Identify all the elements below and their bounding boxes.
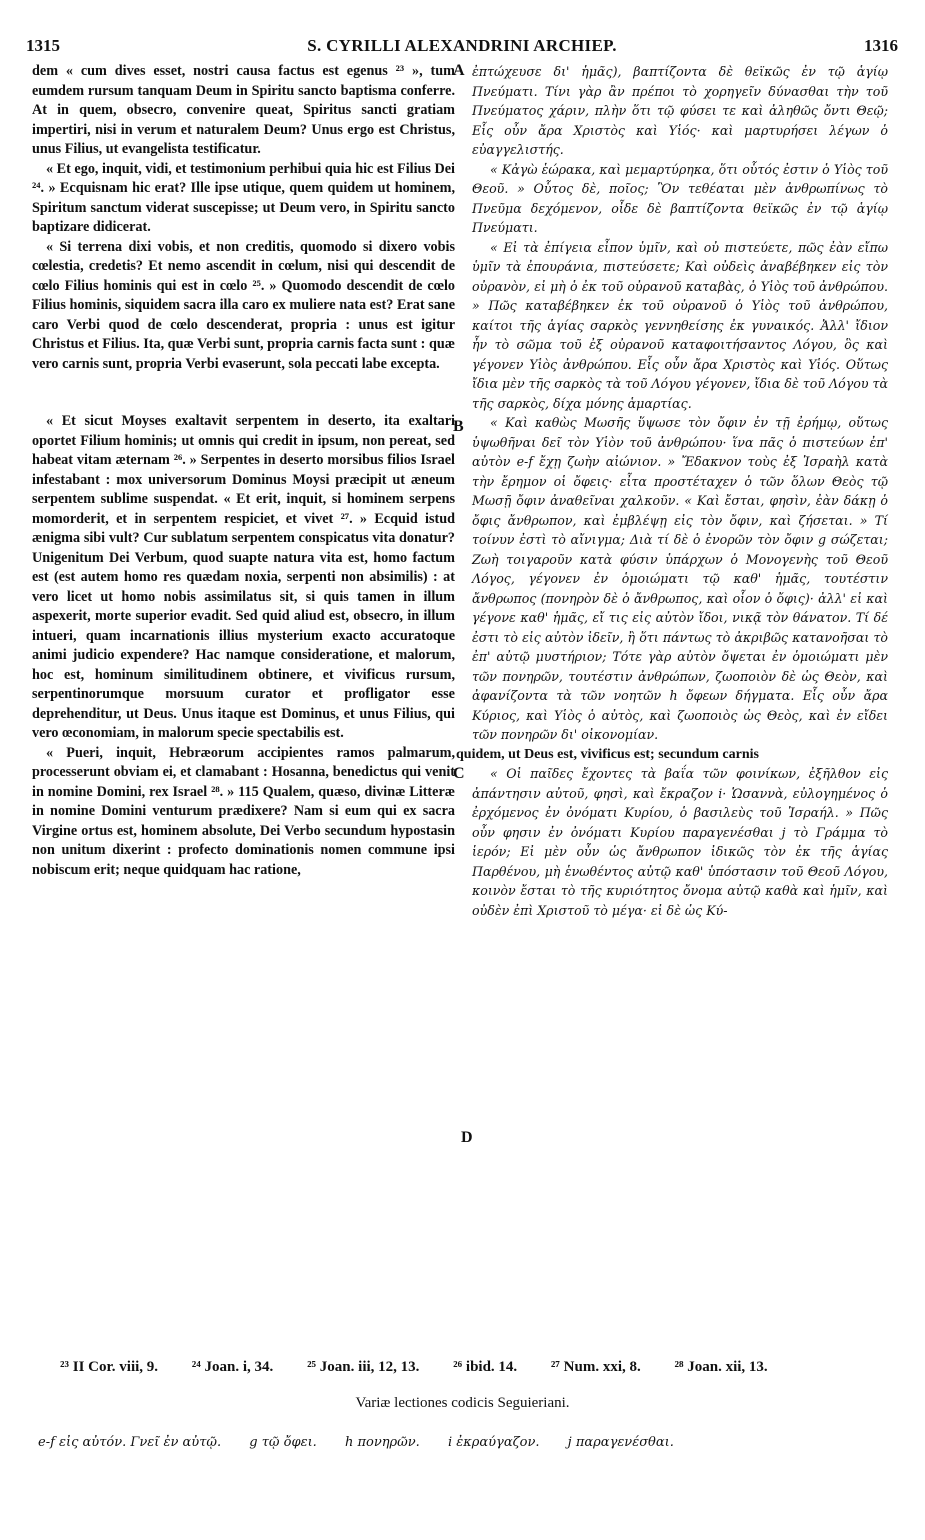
variant-reading: j παραγενέσθαι.	[567, 1435, 674, 1450]
footnote: ²⁵ Joan. iii, 12, 13.	[307, 1359, 420, 1375]
variant-reading: e-f εἰς αὐτόν. Γνεῖ ἐν αὐτῷ.	[38, 1435, 222, 1450]
latin-continuation-line: quidem, ut Deus est, vivificus est; secundum carnis	[456, 746, 759, 762]
variant-reading: i ἐκραύγαζον.	[447, 1435, 540, 1450]
variae-list	[38, 1435, 898, 1450]
variant-reading: h πονηρῶν.	[344, 1435, 420, 1450]
latin-paragraph: « Et ego, inquit, vidi, et testimonium perhibui quia hic est Filius Dei ²⁴. » Ecquisnam hic erat? Ille ipse utique, quem quidem ut hominem, Spiritum sanctum viderat suscepisse; ut Deum vero, in Spiritu sancto baptizare didicerat.	[32, 160, 455, 235]
footnote: ²³ II Cor. viii, 9.	[60, 1359, 159, 1375]
latin-paragraph: « Pueri, inquit, Hebræorum accipientes ramos palmarum, processerunt obviam ei, et clamabant : Hosanna, benedictus qui venit in nomine Domini, rex Israel ²⁸. » 115 Qualem, quæso, divinæ Litteræ in nomine Domini venturum prædixere? Nam si eum qui ex sacra Virgine ortus est, hominem absolute, Dei Verbo secundum hypostasin non unitum dixerint : profecto dominationis nomen commune ipsi nobiscum erit; neque quidquam hac ratione,	[32, 744, 455, 878]
page-number-left: 1315	[26, 36, 60, 55]
margin-mark-a: A	[453, 62, 465, 79]
paragraph-gap	[32, 374, 455, 412]
latin-column	[32, 62, 455, 880]
greek-column	[456, 62, 888, 920]
running-title: S. CYRILLI ALEXANDRINI ARCHIEP.	[307, 36, 617, 55]
latin-paragraph: dem « cum dives esset, nostri causa factus est egenus ²³ », tum eumdem rursum tanquam Deum in Spiritu sancto baptisma conferre. At in quem, obsecro, convenire queat, Spiritus sancti gratiam impertiri, nisi in verum et naturalem Deum? Unus ergo est Christus, unus Filius, ut evangelista testificatur.	[32, 63, 455, 157]
page-header	[26, 36, 898, 58]
latin-paragraph: « Et sicut Moyses exaltavit serpentem in deserto, ita exaltari oportet Filium hominis; ut omnis qui credit in ipsum, non pereat, sed habeat vitam æternam ²⁶. » Serpentes in deserto morsibus filios Israel infestabant : mox universorum Dominus Moysi præcipit ut æneum serpentem sublime suspendat. « Et erit, inquit, si hominem serpens momorderit, et in serpentem respiciet, et vivet ²⁷. » Ecquid istud ænigma sibi vult? Cur sublatum serpentem conspicatus vita donatur? Unigenitum Dei Verbum, quod suapte natura vita est, homo factum est (est autem homo res quædam noxia, serpenti non absimilis) : at vero licet ut homo nobis assimilatus sit, si quis tamen in illum aspexerit, morte superior evadit. Sed quid aliud est, obsecro, in illum intueri, quam incarnationis illius mysterium exacto accuratoque animi judicio expendere? Hac namque consideratione, et malorum, hoc est, hominum similitudinem obtinere, et vivificus rursum, serpentinorumque morsuum curator et profligator esse deprehenditur, ut Deus. Unus itaque est Dominus, et unus Filius, qui vero œconomiam, in malorum specie spectabilis est.	[32, 413, 455, 741]
margin-mark-b: B	[453, 418, 464, 435]
variant-reading: g τῷ ὄφει.	[249, 1435, 317, 1450]
margin-mark-d: D	[461, 1129, 473, 1146]
margin-mark-c: C	[453, 765, 465, 782]
greek-paragraph: ἐπτώχευσε δι' ἡμᾶς), βαπτίζοντα δὲ θεϊκῶς ἐν τῷ ἁγίῳ Πνεύματι. Τίνι γὰρ ἂν πρέποι τὸ χορηγεῖν δύνασθαι τὴν τοῦ Πνεύματος χάριν, πλὴν ὅτι τῷ φύσει τε καὶ ἀληθῶς ὄντι Θεῷ; Εἷς οὖν ἄρα Χριστὸς καὶ Υἱός· καὶ μαρτυρήσει λέγων ὁ εὐαγγελιστής.	[472, 64, 888, 157]
greek-paragraph: « Εἰ τὰ ἐπίγεια εἶπον ὑμῖν, καὶ οὐ πιστεύετε, πῶς ἐὰν εἴπω ὑμῖν τὰ ἐπουράνια, πιστεύσετε; Καὶ οὐδεὶς ἀναβέβηκεν εἰς τὸν οὐρανὸν, εἰ μὴ ὁ ἐκ τοῦ οὐρανοῦ καταβὰς, ὁ Υἱὸς τοῦ ἀνθρώπου. » Πῶς καταβέβηκεν ἐκ τοῦ οὐρανοῦ ὁ Υἱὸς τοῦ ἀνθρώπου, καίτοι τῆς ἁγίας σαρκὸς γεννηθείσης ἐκ γυναικός. Ἀλλ' ἴδιον ἦν τὸ σῶμα τοῦ ἐξ οὐρανοῦ καταφοιτήσαντος Λόγου, ὃς καὶ γέγονεν Υἱὸς ἀνθρώπου. Εἷς οὖν ἄρα Χριστὸς καὶ Υἱός. Οὕτως ἴδια μὲν τῆς σαρκὸς τὰ τοῦ Λόγου γέγονεν, ἴδια δὲ τοῦ Λόγου τὰ τῆς σαρκὸς, δίχα μόνης ἁμαρτίας.	[472, 239, 888, 411]
footnote: ²⁸ Joan. xii, 13.	[674, 1359, 768, 1375]
page-number-right: 1316	[864, 36, 898, 55]
footnotes	[60, 1359, 890, 1376]
greek-paragraph: « Κἀγὼ ἑώρακα, καὶ μεμαρτύρηκα, ὅτι οὗτός ἐστιν ὁ Υἱὸς τοῦ Θεοῦ. » Οὗτος δὲ, ποῖος; Ὃν τεθέαται μὲν ἀνθρωπίνως τὸ Πνεῦμα δεχόμενον, οἶδε δὲ βαπτίζοντα θεϊκῶς ἐν τῷ ἁγίῳ Πνεύματι.	[472, 161, 888, 235]
footnote: ²⁷ Num. xxi, 8.	[550, 1359, 641, 1375]
variae-title: Variæ lectiones codicis Seguieriani.	[355, 1395, 570, 1411]
latin-paragraph: « Si terrena dixi vobis, et non creditis, quomodo si dixero vobis cœlestia, credetis? Et nemo ascendit in cœlum, nisi qui descendit de cœlo Filius hominis qui est in cœlo ²⁵. » Quomodo descendit de cœlo Filius hominis, siquidem sacra illa caro ex muliere nata est? Erat sane caro Verbi quod de cœlo descenderat, propria : unus est igitur Christus et Filius. Ita, quæ Verbi sunt, propria carnis facta sunt : quæ vero carnis sunt, propria Verbi evaserunt, sola peccati labe excepta.	[32, 238, 455, 372]
greek-paragraph: « Καὶ καθὼς Μωσῆς ὕψωσε τὸν ὄφιν ἐν τῇ ἐρήμῳ, οὕτως ὑψωθῆναι δεῖ τὸν Υἱὸν τοῦ ἀνθρώπου· ἵνα πᾶς ὁ πιστεύων ἐπ' αὐτὸν e-f ἔχῃ ζωὴν αἰώνιον. » Ἔδακνον τοὺς ἐξ Ἰσραὴλ κατὰ τὴν ἔρημον οἱ ὄφεις· εἶτα προστέταχεν ὁ τῶν ὅλων Θεὸς τῷ Μωσῇ ὄφιν ἀναθεῖναι χαλκοῦν. « Καὶ ἔσται, φησὶν, ἐὰν δάκῃ ὁ ὄφις ἄνθρωπον, καὶ ἐμβλέψῃ εἰς τὸν ὄφιν, καὶ ζήσεται. » Τί τοίνυν ἐστὶ τὸ αἴνιγμα; Διὰ τί δὲ ὁ ἐνορῶν τὸν ὄφιν g σώζεται; Ζωὴ τοιγαροῦν κατὰ φύσιν ὑπάρχων ὁ Μονογενὴς τοῦ Θεοῦ Λόγος, γέγονεν ἐν ὁμοιώματι τῷ καθ' ἡμᾶς, τουτέστιν ἄνθρωπος (πονηρὸν δὲ ὁ ἄνθρωπος, καὶ οἷον ὁ ὄφις)· ἀλλ' εἰ καὶ γέγονε καθ' ἡμᾶς, εἴ τις εἰς αὐτὸν ἴδοι, νικᾷ τὸν θάνατον. Τί δέ ἐστι τὸ εἰς αὐτὸν ἰδεῖν, ἢ ὅτι πάντως τὸ ἀκριβῶς κατανοῆσαι τὸ ἐπ' αὐτῷ μυστήριον; Τότε γὰρ αὐτὸν ὄψεται ἐν ὁμοιώματι μὲν τῶν πονηρῶν, τουτέστιν ἀνθρώπων, ζωοποιὸν δὲ ὡς Θεὸν, καὶ ἀφανίζοντα τὰ τῶν νοητῶν h ὄφεων δήγματα. Εἷς οὖν ἄρα Κύριος, καὶ Υἱὸς ὁ αὐτὸς, καὶ ζωοποιὸς ὡς Θεὸς, καὶ ἐν εἴδει τῶν πονηρῶν δι' οἰκονομίαν.	[472, 415, 888, 742]
footnote: ²⁴ Joan. i, 34.	[191, 1359, 274, 1375]
footnote: ²⁶ ibid. 14.	[453, 1359, 518, 1375]
greek-paragraph: « Οἱ παῖδες ἔχοντες τὰ βαΐα τῶν φοινίκων, ἐξῆλθον εἰς ἀπάντησιν αὐτοῦ, φησὶ, καὶ ἔκραζον i· Ὡσαννὰ, εὐλογημένος ὁ ἐρχόμενος ἐν ὀνόματι Κυρίου, ὁ βασιλεὺς τοῦ Ἰσραήλ. » Πῶς οὖν φησιν ἐν ὀνόματι Κυρίου παραγενέσθαι j τὸ Γράμμα τὸ ἱερόν; Εἰ μὲν οὖν ὡς ἄνθρωπον ἰδικῶς τὸν ἐκ τῆς ἁγίας Παρθένου, μὴ ἑνωθέντος αὐτῷ καθ' ὑπόστασιν τοῦ Θεοῦ Λόγου, κοινὸν ἔσται τὸ τῆς κυριότητος ὄνομα αὐτῷ καθὰ καὶ ἡμῖν, καὶ οὐδὲν ἐπὶ Χριστοῦ τὸ μέγα· εἰ δὲ ὡς Κύ-	[472, 766, 888, 918]
